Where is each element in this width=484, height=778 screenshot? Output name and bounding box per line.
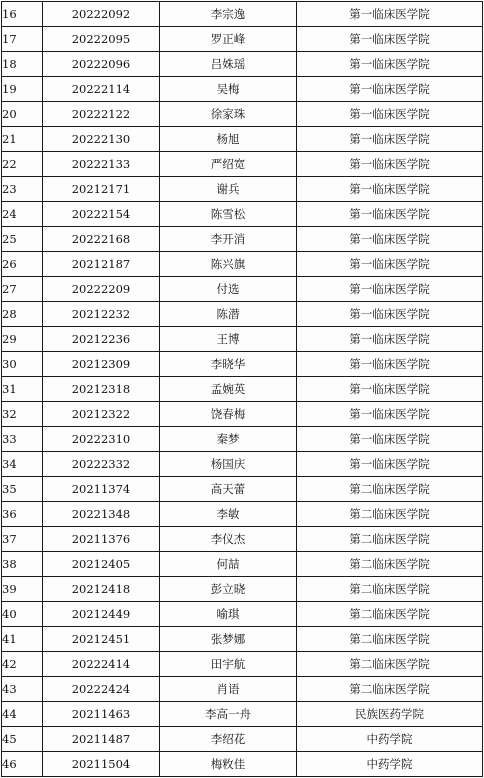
table-row <box>2 727 483 752</box>
table-row <box>2 677 483 702</box>
table-row <box>2 52 483 77</box>
row-number: 38 <box>2 552 43 577</box>
table-row <box>2 252 483 277</box>
row-number: 35 <box>2 477 43 502</box>
student-name: 田宇航 <box>160 652 297 677</box>
student-id: 20212318 <box>43 377 160 402</box>
row-number: 23 <box>2 177 43 202</box>
student-name: 高天蕾 <box>160 477 297 502</box>
student-name: 李绍花 <box>160 727 297 752</box>
table-row <box>2 652 483 677</box>
student-id: 20222122 <box>43 102 160 127</box>
school-name: 民族医药学院 <box>297 702 483 727</box>
student-id: 20212418 <box>43 577 160 602</box>
student-id: 20212451 <box>43 627 160 652</box>
student-id: 20211504 <box>43 752 160 777</box>
student-name: 饶春梅 <box>160 402 297 427</box>
table-row <box>2 202 483 227</box>
row-number: 42 <box>2 652 43 677</box>
table-row <box>2 352 483 377</box>
student-id: 20222414 <box>43 652 160 677</box>
table-row <box>2 77 483 102</box>
school-name: 第一临床医学院 <box>297 227 483 252</box>
student-name: 孟婉英 <box>160 377 297 402</box>
student-id: 20222096 <box>43 52 160 77</box>
table-row <box>2 227 483 252</box>
school-name: 第一临床医学院 <box>297 52 483 77</box>
school-name: 第二临床医学院 <box>297 602 483 627</box>
row-number: 28 <box>2 302 43 327</box>
school-name: 第二临床医学院 <box>297 552 483 577</box>
school-name: 第二临床医学院 <box>297 652 483 677</box>
student-id: 20222168 <box>43 227 160 252</box>
student-name: 吕姝瑶 <box>160 52 297 77</box>
student-id: 20212232 <box>43 302 160 327</box>
row-number: 44 <box>2 702 43 727</box>
row-number: 40 <box>2 602 43 627</box>
row-number: 16 <box>2 2 43 27</box>
student-id: 20212322 <box>43 402 160 427</box>
student-roster-table <box>1 1 483 777</box>
row-number: 22 <box>2 152 43 177</box>
table-row <box>2 552 483 577</box>
student-name: 谢兵 <box>160 177 297 202</box>
school-name: 第一临床医学院 <box>297 2 483 27</box>
row-number: 41 <box>2 627 43 652</box>
row-number: 34 <box>2 452 43 477</box>
row-number: 31 <box>2 377 43 402</box>
student-id: 20222114 <box>43 77 160 102</box>
student-id: 20211487 <box>43 727 160 752</box>
row-number: 32 <box>2 402 43 427</box>
school-name: 第一临床医学院 <box>297 27 483 52</box>
student-name: 李高一舟 <box>160 702 297 727</box>
table-row <box>2 627 483 652</box>
row-number: 20 <box>2 102 43 127</box>
school-name: 第一临床医学院 <box>297 252 483 277</box>
table-row <box>2 2 483 27</box>
student-id: 20222095 <box>43 27 160 52</box>
table-row <box>2 602 483 627</box>
roster-body <box>2 2 483 777</box>
table-row <box>2 427 483 452</box>
student-name: 严绍宽 <box>160 152 297 177</box>
student-id: 20222310 <box>43 427 160 452</box>
table-row <box>2 277 483 302</box>
table-row <box>2 152 483 177</box>
table-row <box>2 702 483 727</box>
table-row <box>2 377 483 402</box>
school-name: 第一临床医学院 <box>297 77 483 102</box>
table-row <box>2 302 483 327</box>
table-row <box>2 127 483 152</box>
row-number: 18 <box>2 52 43 77</box>
student-id: 20211374 <box>43 477 160 502</box>
row-number: 43 <box>2 677 43 702</box>
school-name: 第一临床医学院 <box>297 127 483 152</box>
student-name: 张梦娜 <box>160 627 297 652</box>
row-number: 17 <box>2 27 43 52</box>
student-name: 徐家珠 <box>160 102 297 127</box>
school-name: 第一临床医学院 <box>297 452 483 477</box>
student-name: 秦梦 <box>160 427 297 452</box>
school-name: 第一临床医学院 <box>297 327 483 352</box>
row-number: 29 <box>2 327 43 352</box>
row-number: 25 <box>2 227 43 252</box>
student-name: 李晓华 <box>160 352 297 377</box>
table-row <box>2 102 483 127</box>
student-id: 20222092 <box>43 2 160 27</box>
student-name: 吴梅 <box>160 77 297 102</box>
table-row <box>2 502 483 527</box>
school-name: 第一临床医学院 <box>297 377 483 402</box>
row-number: 39 <box>2 577 43 602</box>
student-id: 20211463 <box>43 702 160 727</box>
student-name: 李宗逸 <box>160 2 297 27</box>
school-name: 第二临床医学院 <box>297 527 483 552</box>
row-number: 19 <box>2 77 43 102</box>
student-name: 喻琪 <box>160 602 297 627</box>
student-name: 王博 <box>160 327 297 352</box>
student-id: 20222133 <box>43 152 160 177</box>
row-number: 21 <box>2 127 43 152</box>
student-name: 李开消 <box>160 227 297 252</box>
student-name: 杨旭 <box>160 127 297 152</box>
student-name: 陈雪松 <box>160 202 297 227</box>
row-number: 27 <box>2 277 43 302</box>
row-number: 24 <box>2 202 43 227</box>
school-name: 第二临床医学院 <box>297 477 483 502</box>
table-row <box>2 577 483 602</box>
row-number: 26 <box>2 252 43 277</box>
table-row <box>2 527 483 552</box>
student-name: 罗正峰 <box>160 27 297 52</box>
student-name: 付选 <box>160 277 297 302</box>
student-name: 陈兴旗 <box>160 252 297 277</box>
student-name: 何喆 <box>160 552 297 577</box>
school-name: 第一临床医学院 <box>297 352 483 377</box>
student-id: 20212405 <box>43 552 160 577</box>
school-name: 第一临床医学院 <box>297 402 483 427</box>
row-number: 33 <box>2 427 43 452</box>
table-row <box>2 27 483 52</box>
student-name: 杨国庆 <box>160 452 297 477</box>
school-name: 第一临床医学院 <box>297 102 483 127</box>
school-name: 第一临床医学院 <box>297 177 483 202</box>
student-name: 李仪杰 <box>160 527 297 552</box>
student-id: 20212236 <box>43 327 160 352</box>
student-name: 彭立晓 <box>160 577 297 602</box>
row-number: 36 <box>2 502 43 527</box>
school-name: 第一临床医学院 <box>297 277 483 302</box>
school-name: 第一临床医学院 <box>297 427 483 452</box>
row-number: 46 <box>2 752 43 777</box>
school-name: 第一临床医学院 <box>297 202 483 227</box>
school-name: 第一临床医学院 <box>297 302 483 327</box>
row-number: 45 <box>2 727 43 752</box>
school-name: 第二临床医学院 <box>297 502 483 527</box>
school-name: 第一临床医学院 <box>297 152 483 177</box>
table-row <box>2 452 483 477</box>
student-id: 20222424 <box>43 677 160 702</box>
student-id: 20212309 <box>43 352 160 377</box>
student-name: 陈潜 <box>160 302 297 327</box>
table-row <box>2 327 483 352</box>
school-name: 第二临床医学院 <box>297 627 483 652</box>
table-row <box>2 177 483 202</box>
student-id: 20211376 <box>43 527 160 552</box>
table-row <box>2 752 483 777</box>
school-name: 第二临床医学院 <box>297 677 483 702</box>
student-name: 肖语 <box>160 677 297 702</box>
row-number: 30 <box>2 352 43 377</box>
student-id: 20212171 <box>43 177 160 202</box>
table-row <box>2 402 483 427</box>
row-number: 37 <box>2 527 43 552</box>
school-name: 第二临床医学院 <box>297 577 483 602</box>
student-id: 20212187 <box>43 252 160 277</box>
student-id: 20222209 <box>43 277 160 302</box>
student-id: 20222154 <box>43 202 160 227</box>
student-id: 20221348 <box>43 502 160 527</box>
student-id: 20222332 <box>43 452 160 477</box>
student-name: 李敏 <box>160 502 297 527</box>
student-id: 20222130 <box>43 127 160 152</box>
table-row <box>2 477 483 502</box>
school-name: 中药学院 <box>297 727 483 752</box>
student-name: 梅敉佳 <box>160 752 297 777</box>
school-name: 中药学院 <box>297 752 483 777</box>
student-id: 20212449 <box>43 602 160 627</box>
